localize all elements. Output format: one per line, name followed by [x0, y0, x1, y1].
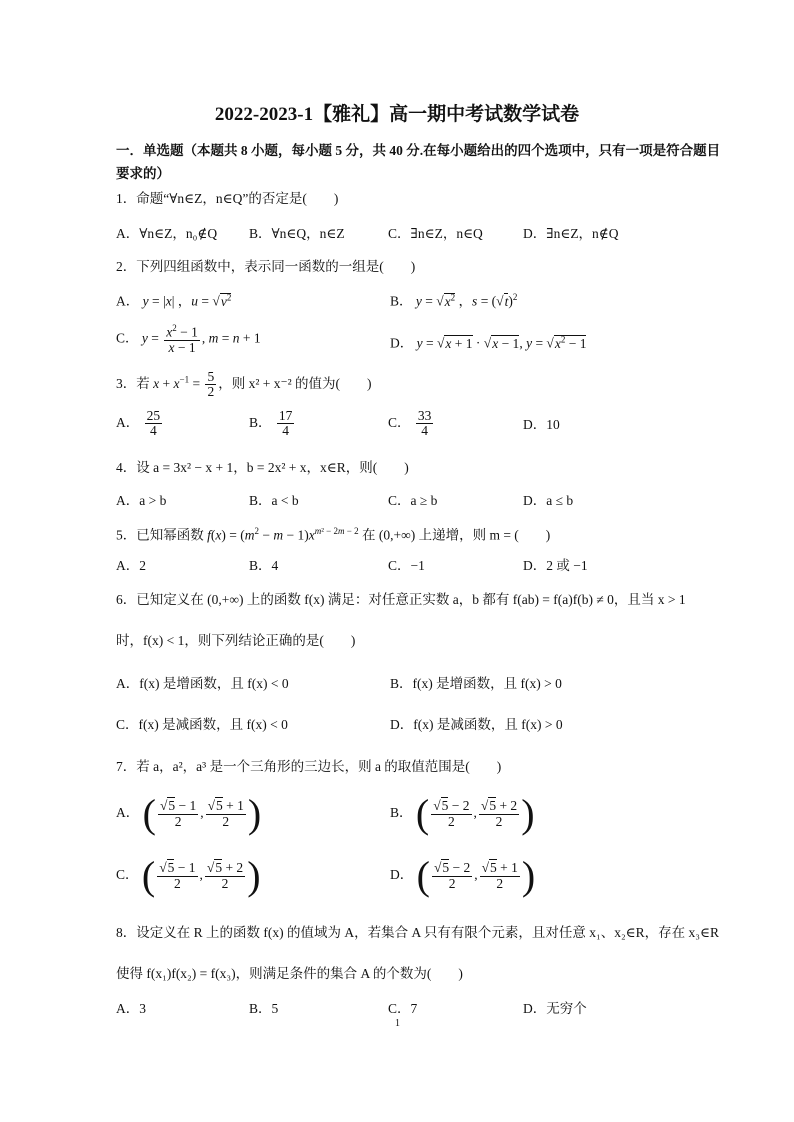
q7-option-d-label: D．	[390, 867, 414, 883]
q5-option-c: C．−1	[388, 558, 425, 573]
q6-option-d: D．f(x) 是减函数，且 f(x) > 0	[390, 717, 563, 732]
q8-option-a: A．3	[116, 1001, 146, 1016]
q4-option-c: C．a ≥ b	[388, 493, 438, 508]
q5-stem-prefix: 5．已知幂函数	[116, 527, 204, 543]
q4-option-a: A．a > b	[116, 493, 167, 508]
q3-option-d: D．10	[523, 417, 560, 432]
q8-option-c: C．7	[388, 1001, 418, 1016]
q5-option-a: A．2	[116, 558, 146, 573]
q2-option-a-label: A．	[116, 293, 140, 309]
q2-stem: 2．下列四组函数中，表示同一函数的一组是( )	[116, 259, 416, 274]
q2-option-d: D． y = √x + 1 · √x − 1, $y = √x^2 - 1$	[390, 334, 587, 351]
q3-b-numerator: 17	[278, 408, 293, 423]
page-number: 1	[395, 1018, 400, 1029]
q2-option-b: B． $y = √x^2$ ，$s = (√t)^2$	[390, 292, 518, 309]
q6-option-b: B．f(x) 是增函数，且 f(x) > 0	[390, 676, 562, 691]
q4-stem: 4．设 a = 3x² − x + 1，b = 2x² + x，x∈R，则( )	[116, 460, 409, 475]
q1-option-d: D．∃n∈Z，n∉Q	[523, 226, 619, 241]
q2-option-d-label: D．	[390, 335, 414, 351]
section-header-line1: 一．单选题（本题共 8 小题，每小题 5 分，共 40 分.在每小题给出的四个选项中，只有一项是符合题目	[116, 143, 721, 158]
q7-option-a: A． ( $\frac{√5 - 1}{2}$ , $\frac{√5 + 1}{2}$ )	[116, 791, 262, 836]
q2-option-a: A． y = |x| ，$u = √v^2$	[116, 292, 232, 309]
q3-option-c-label: C．	[388, 414, 411, 430]
q4-option-b: B．a < b	[249, 493, 299, 508]
q4-option-d: D．a ≤ b	[523, 493, 574, 508]
q5-stem: 5．已知幂函数 $f(x) = (m^2 - m - 1)x^{m^2 - 2m - 2}$ 在 (0,+∞) 上递增，则 m = ( )	[116, 526, 551, 543]
q3-c-numerator: 33	[417, 408, 432, 423]
q3-stem-prefix: 3．若	[116, 375, 150, 391]
q1-option-c: C．∃n∈Z，n∈Q	[388, 226, 483, 241]
q7-option-c-label: C．	[116, 867, 139, 883]
q6-stem-line1: 6．已知定义在 (0,+∞) 上的函数 f(x) 满足：对任意正实数 a，b 都有 f(ab) = f(a)f(b) ≠ 0，且当 x > 1	[116, 592, 686, 607]
section-header-line2: 要求的）	[116, 166, 170, 181]
q6-stem-line2: 时，f(x) < 1，则下列结论正确的是( )	[116, 633, 356, 648]
q5-option-b: B．4	[249, 558, 279, 573]
q3-option-a-label: A．	[116, 414, 140, 430]
q3-stem: 3．若 $x + x^{-1}$ = $\frac{5}{2}$ ，则 x² + x⁻² 的值为( )	[116, 369, 372, 400]
q8-stem-line1: 8．设定义在 R 上的函数 f(x) 的值域为 A，若集合 A 只有有限个元素，且对任意 x₁、x₂∈R，存在 x₃∈R	[116, 925, 719, 940]
q8-option-d: D．无穷个	[523, 1001, 587, 1016]
q3-option-a	[116, 409, 164, 438]
q7-option-a-label: A．	[116, 805, 140, 821]
q7-option-b-label: B．	[390, 805, 413, 821]
q5-stem-suffix: 在 (0,+∞) 上递增，则 m = ( )	[361, 527, 551, 543]
q6-option-c: C．f(x) 是减函数，且 f(x) < 0	[116, 717, 288, 732]
q3-a-denominator: 4	[150, 423, 157, 439]
q3-a-numerator: 25	[146, 408, 161, 423]
q1-option-b: B．∀n∈Q，n∈Z	[249, 226, 345, 241]
q1-option-a: A．∀n∈Z，n₀∉Q	[116, 226, 218, 241]
q3-c-denominator: 4	[421, 423, 429, 439]
q3-b-denominator: 4	[282, 423, 290, 439]
q3-option-b	[249, 409, 296, 438]
q2-option-b-label: B．	[390, 293, 413, 309]
page-title: 2022-2023-1【雅礼】高一期中考试数学试卷	[214, 104, 580, 125]
q7-option-d: D． ( $\frac{√5 - 2}{2}$ , $\frac{√5 + 1}{2}$ )	[390, 853, 536, 898]
q7-option-c: C． ( $\frac{√5 - 1}{2}$ , $\frac{√5 + 2}{2}$ )	[116, 853, 261, 898]
q2-option-c: C． y = $\frac{x^2 - 1}{x - 1}$ , m = n + 1	[116, 323, 261, 355]
q3-option-b-label: B．	[249, 414, 272, 430]
q2-option-c-label: C．	[116, 330, 139, 346]
q8-stem-line2: 使得 f(x₁)f(x₂) = f(x₃)，则满足条件的集合 A 的个数为( )	[116, 966, 463, 981]
q7-stem: 7．若 a，a²，a³ 是一个三角形的三边长，则 a 的取值范围是( )	[116, 759, 502, 774]
q5-option-d: D．2 或 −1	[523, 558, 588, 573]
q6-option-a: A．f(x) 是增函数，且 f(x) < 0	[116, 676, 289, 691]
q1-stem: 1．命题“∀n∈Z，n∈Q”的否定是( )	[116, 191, 339, 206]
q8-option-b: B．5	[249, 1001, 279, 1016]
q7-option-b: B． ( $\frac{√5 - 2}{2}$ , $\frac{√5 + 2}{2}$ )	[390, 791, 535, 836]
q3-option-c	[388, 409, 435, 438]
q3-stem-suffix: ，则 x² + x⁻² 的值为( )	[218, 375, 372, 391]
